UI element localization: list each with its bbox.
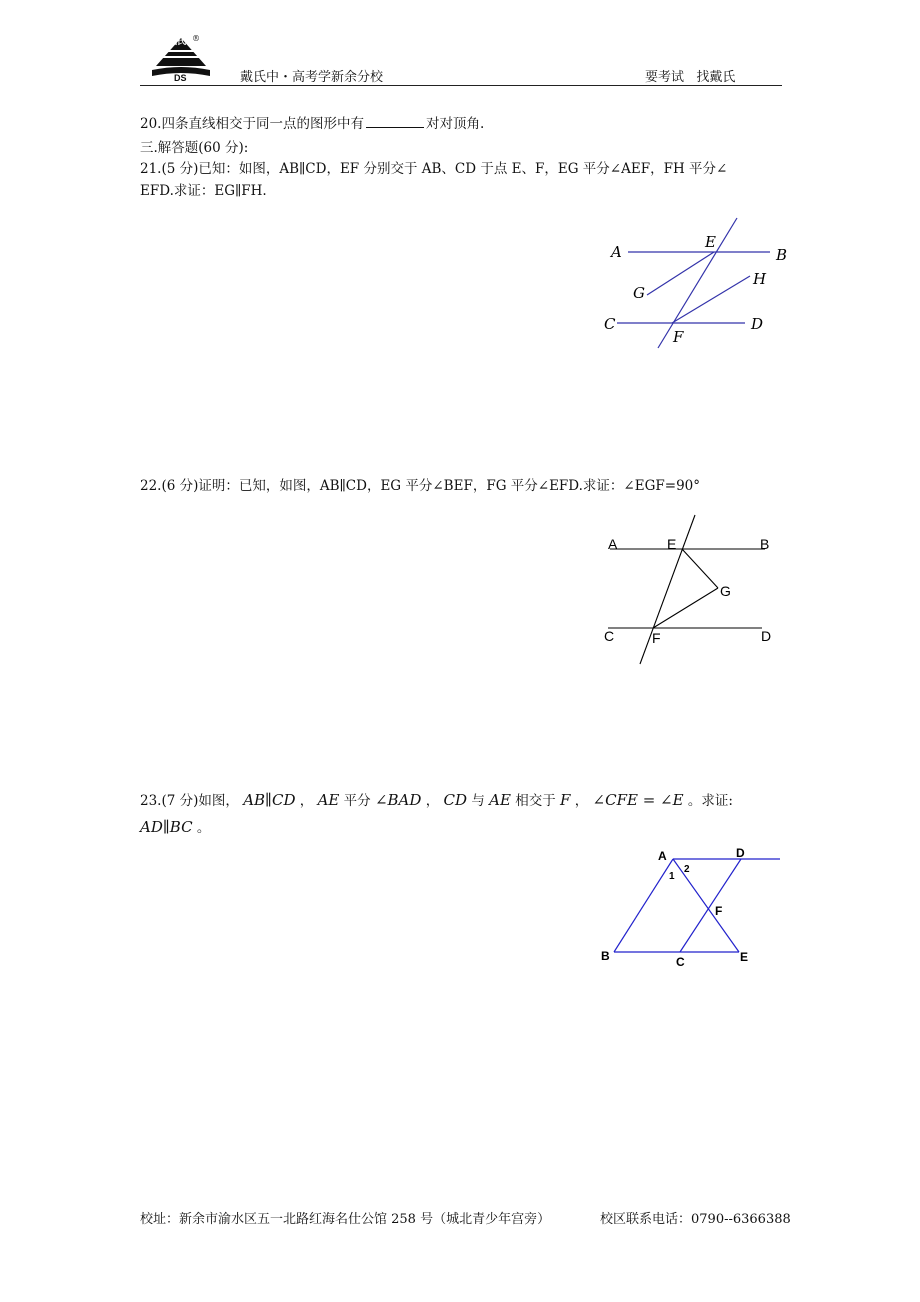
label-g: G — [633, 284, 645, 302]
q21-line1: 21.(5 分)已知：如图，AB∥CD，EF 分别交于 AB、CD 于点 E、F，EG 平分∠AEF，FH 平分∠ — [140, 161, 728, 177]
q23-math-3: ∠BAD — [374, 791, 422, 809]
segment-fg — [653, 588, 718, 628]
label-f: F — [715, 904, 723, 918]
figure-22 — [600, 510, 785, 670]
label-c: C — [676, 955, 685, 969]
label-a: A — [608, 536, 618, 552]
label-f: F — [673, 328, 684, 346]
label-a: A — [658, 849, 667, 863]
q23-text-1: ， — [299, 793, 314, 809]
label-e: E — [705, 233, 716, 251]
q21-line2: EFD.求证：EG∥FH. — [140, 183, 267, 199]
q20-text-before: 20.四条直线相交于同一点的图形中有 — [140, 116, 364, 132]
q23-math-2: AE — [317, 791, 340, 809]
label-h: H — [753, 270, 767, 288]
q23-math-5: AE — [489, 791, 511, 809]
label-a: A — [611, 243, 622, 261]
school-name: 戴氏中・高考学新余分校 — [240, 70, 384, 85]
label-b: B — [601, 949, 610, 963]
q23-math-4: CD — [443, 791, 468, 809]
label-b: B — [776, 246, 788, 264]
question-23 — [140, 789, 790, 839]
q23-text-5: 相交于 — [515, 793, 556, 809]
q23-math-7: ∠CFE = ∠E — [592, 791, 684, 809]
footer-address: 校址：新余市渝水区五一北路红海名仕公馆 258 号（城北青少年宫旁） — [140, 1212, 551, 1227]
ray-fh — [672, 276, 750, 323]
q23-math-1: AB∥CD — [243, 791, 296, 809]
question-20 — [140, 113, 484, 135]
angle-2-label: 2 — [684, 864, 690, 875]
q23-text-2: 平分 — [343, 793, 371, 809]
segment-eg — [682, 549, 718, 588]
slogan: 要考试 找戴氏 — [645, 70, 736, 85]
q23-text-6: ， — [574, 793, 589, 809]
label-d: D — [736, 846, 745, 860]
logo-sub: DS — [174, 73, 187, 83]
question-21 — [140, 158, 790, 202]
label-g: G — [720, 583, 731, 599]
logo-text: 戴氏 — [168, 37, 187, 47]
figure-23 — [598, 845, 788, 970]
angle-1-label: 1 — [669, 871, 675, 882]
header-rule — [140, 85, 782, 86]
label-c: C — [604, 315, 616, 333]
label-b: B — [760, 536, 770, 552]
label-d: D — [761, 628, 772, 644]
q23-text-7: 。求证: — [687, 793, 733, 809]
q23-text-8: 。 — [196, 820, 211, 836]
segment-ab — [614, 859, 673, 952]
segment-ae — [673, 859, 739, 952]
logo-reg-mark: ® — [192, 34, 200, 43]
footer-phone: 校区联系电话：0790--6366388 — [600, 1212, 791, 1227]
q23-math-6: F — [560, 791, 571, 809]
section-title: 三.解答题(60 分): — [140, 140, 249, 156]
q23-text-3: ， — [425, 793, 440, 809]
label-c: C — [604, 628, 615, 644]
line-ef — [658, 218, 737, 348]
label-f: F — [652, 630, 661, 646]
label-e: E — [667, 536, 677, 552]
label-d: D — [751, 315, 764, 333]
q23-math-8: AD∥BC — [140, 818, 193, 836]
figure-21 — [595, 210, 800, 355]
q20-text-after: 对对顶角. — [425, 116, 485, 132]
question-22: 22.(6 分)证明：已知，如图，AB∥CD，EG 平分∠BEF，FG 平分∠EFD.求证：∠EGF=90° — [140, 478, 700, 494]
answer-blank — [366, 113, 424, 128]
q23-text-4: 与 — [471, 793, 485, 809]
q23-prefix: 23.(7 分)如图， — [140, 793, 239, 809]
label-e: E — [740, 950, 749, 964]
